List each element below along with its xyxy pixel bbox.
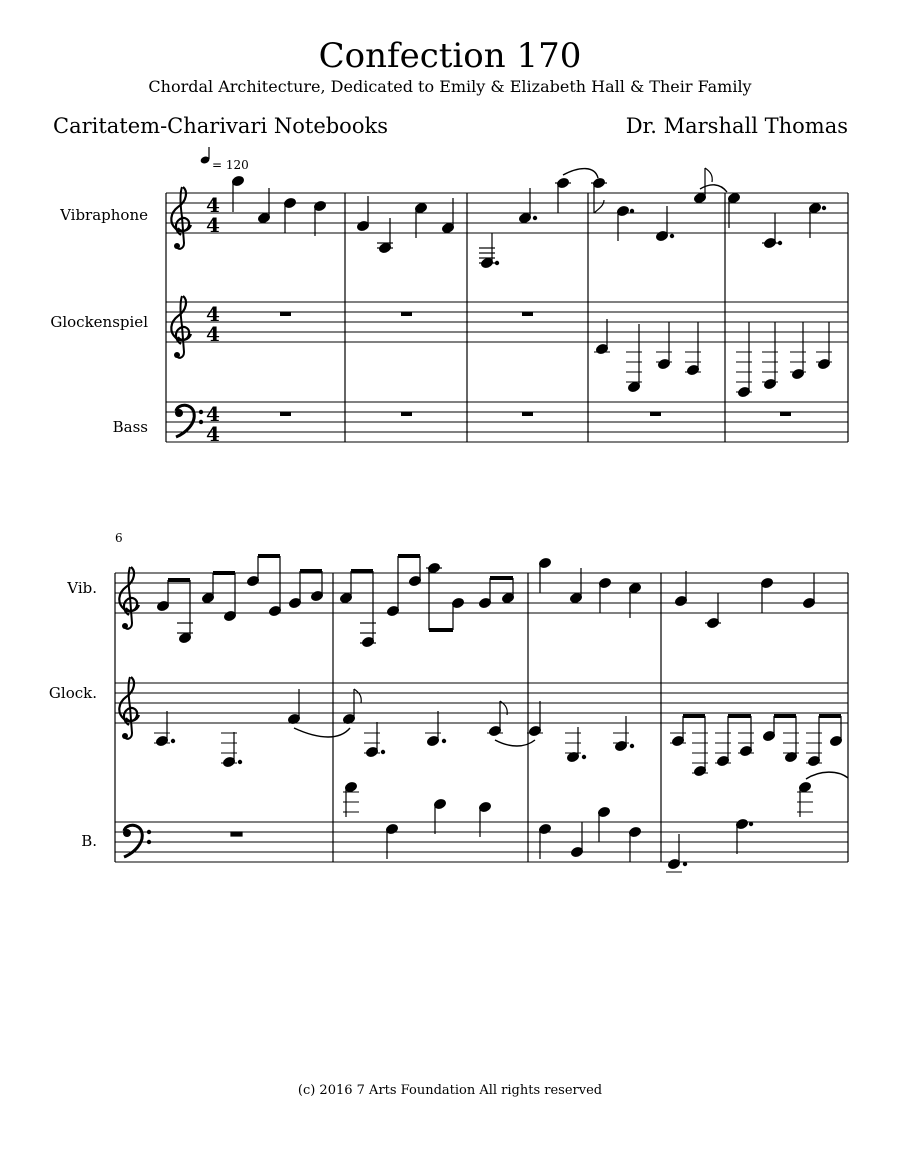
svg-text:4: 4 <box>206 402 220 426</box>
composer-text: Dr. Marshall Thomas <box>625 114 848 138</box>
score-title: Confection 170 <box>318 36 582 76</box>
svg-text:4: 4 <box>206 322 220 346</box>
label-vibraphone: Vibraphone <box>60 206 148 224</box>
label-glockenspiel: Glockenspiel <box>50 313 148 331</box>
staff-vib <box>115 567 848 629</box>
svg-text:4: 4 <box>206 213 220 237</box>
score-subtitle: Chordal Architecture, Dedicated to Emily & Elizabeth Hall & Their Family <box>148 77 752 96</box>
glock-notes-system-2 <box>154 689 843 777</box>
vibraphone-notes-system-1 <box>231 168 825 269</box>
publisher-text: Caritatem-Charivari Notebooks <box>53 114 388 138</box>
svg-text:4: 4 <box>206 193 220 217</box>
svg-text:4: 4 <box>206 422 220 446</box>
label-bass: Bass <box>112 418 148 436</box>
label-b: B. <box>81 832 97 850</box>
time-signatures <box>206 193 220 446</box>
system-1 <box>166 147 848 446</box>
svg-text:4: 4 <box>206 302 220 326</box>
glockenspiel-notes-system-1 <box>594 319 832 398</box>
label-vib: Vib. <box>67 579 97 597</box>
treble-clef-icon <box>171 296 191 358</box>
vib-notes-system-2 <box>156 556 815 648</box>
staff-glockenspiel <box>166 296 848 358</box>
staff-bass <box>166 402 848 442</box>
treble-clef-icon <box>171 187 191 249</box>
staff-glock <box>115 677 848 739</box>
treble-clef-icon <box>119 567 139 629</box>
barlines-system-1 <box>166 193 848 442</box>
whole-rests-system-1 <box>280 312 791 416</box>
instrument-labels <box>49 206 148 850</box>
copyright-footer: (c) 2016 7 Arts Foundation All rights reserved <box>297 1083 603 1098</box>
tempo-marking: = 120 <box>212 158 249 172</box>
measure-number: 6 <box>115 531 123 545</box>
treble-clef-icon <box>119 677 139 739</box>
system-2 <box>115 531 848 872</box>
label-glock: Glock. <box>48 684 97 702</box>
